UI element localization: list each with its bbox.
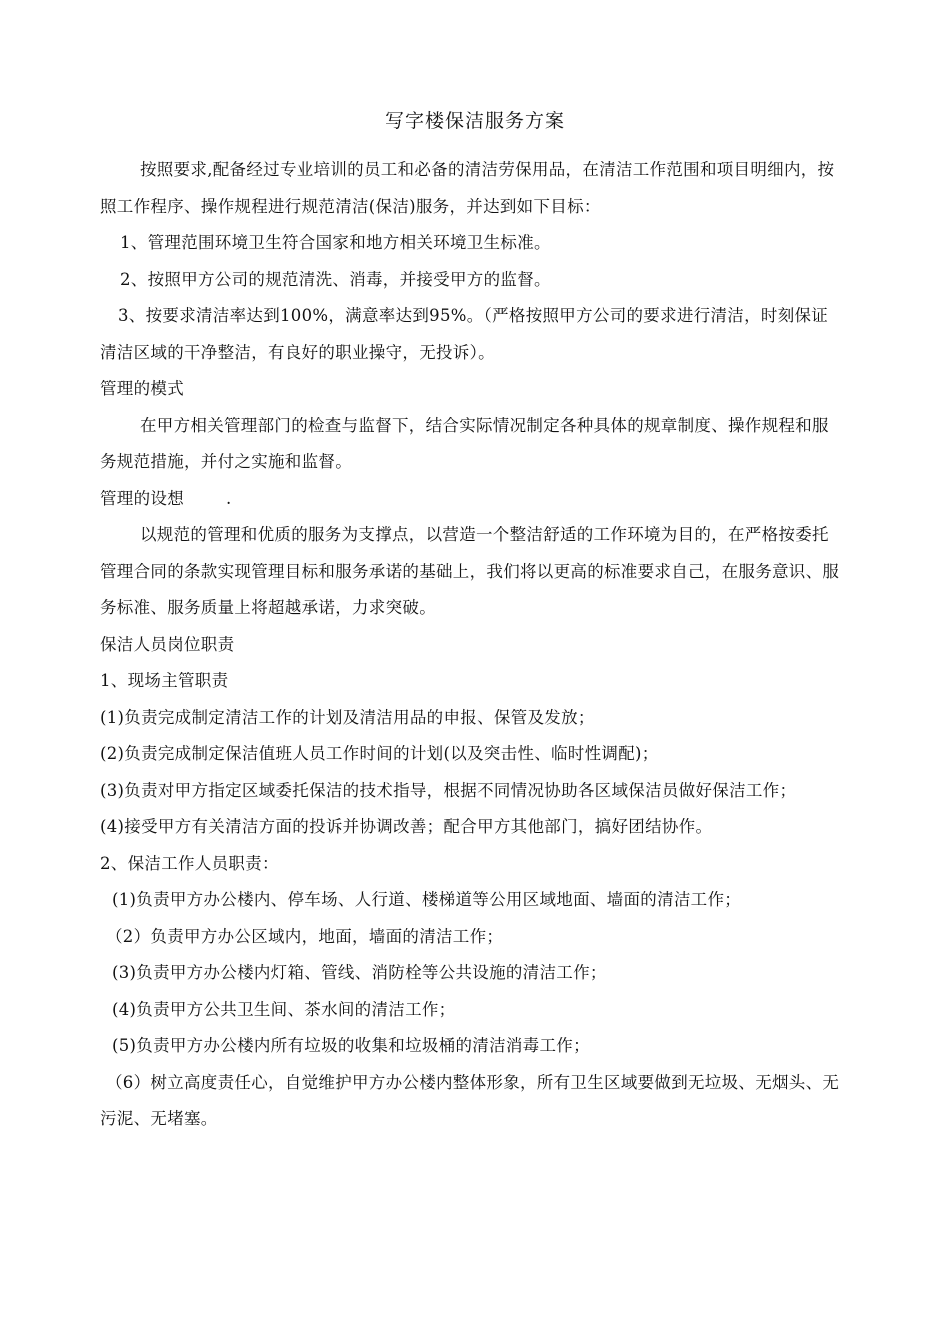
vision-heading-dot: . <box>226 488 232 508</box>
section-heading-duties: 保洁人员岗位职责 <box>100 634 235 654</box>
supervisor-duty-item: (2)负责完成制定保洁值班人员工作时间的计划(以及突击性、临时性调配)； <box>100 744 659 763</box>
mode-paragraph: 在甲方相关管理部门的检查与监督下，结合实际情况制定各种具体的规章制度、操作规程和服务规范措施，并付之实施和监督。 <box>100 415 829 471</box>
worker-duty-item: (1)负责甲方办公楼内、停车场、人行道、楼梯道等公用区域地面、墙面的清洁工作； <box>112 890 742 909</box>
intro-paragraph: 按照要求,配备经过专业培训的员工和必备的清洁劳保用品，在清洁工作范围和项目明细内，按照工作程序、操作规程进行规范清洁(保洁)服务，并达到如下目标： <box>100 160 835 216</box>
worker-duty-item: (4)负责甲方公共卫生间、茶水间的清洁工作； <box>112 999 456 1019</box>
document-body <box>100 152 840 1138</box>
worker-duty-item: (5)负责甲方办公楼内所有垃圾的收集和垃圾桶的清洁消毒工作； <box>112 1036 590 1055</box>
goal-item: 3、按要求清洁率达到100%，满意率达到95%。（严格按照甲方公司的要求进行清洁，时刻保证清洁区域的干净整洁，有良好的职业操守，无投诉）。 <box>100 306 829 362</box>
subsection-heading-worker: 2、保洁工作人员职责： <box>100 853 279 873</box>
worker-duty-item: (3)负责甲方办公楼内灯箱、管线、消防栓等公共设施的清洁工作； <box>112 963 607 982</box>
goal-item: 1、管理范围环境卫生符合国家和地方相关环境卫生标准。 <box>120 233 551 252</box>
document-title: 写字楼保洁服务方案 <box>384 110 565 132</box>
goal-item: 2、按照甲方公司的规范清洗、消毒，并接受甲方的监督。 <box>120 269 551 289</box>
section-heading-vision <box>100 481 840 518</box>
subsection-heading-supervisor: 1、现场主管职责 <box>100 671 229 690</box>
worker-duty-item: （2）负责甲方办公区域内，地面，墙面的清洁工作； <box>106 926 504 946</box>
supervisor-duty-item: (1)负责完成制定清洁工作的计划及清洁用品的申报、保管及发放； <box>100 707 595 727</box>
supervisor-duty-item: (4)接受甲方有关清洁方面的投诉并协调改善；配合甲方其他部门，搞好团结协作。 <box>100 817 713 836</box>
worker-duty-item: （6）树立高度责任心，自觉维护甲方办公楼内整体形象，所有卫生区域要做到无垃圾、无烟头、无污泥、无堵塞。 <box>100 1072 840 1128</box>
supervisor-duty-item: (3)负责对甲方指定区域委托保洁的技术指导，根据不同情况协助各区域保洁员做好保洁工作； <box>100 780 797 800</box>
vision-paragraph: 以规范的管理和优质的服务为支撑点，以营造一个整洁舒适的工作环境为目的，在严格按委托管理合同的条款实现管理目标和服务承诺的基础上，我们将以更高的标准要求自己，在服务意识、服务标准、服务质量上将超越承诺，力求突破。 <box>100 525 840 617</box>
vision-heading-text: 管理的设想 <box>100 488 184 508</box>
section-heading-mode: 管理的模式 <box>100 379 184 398</box>
